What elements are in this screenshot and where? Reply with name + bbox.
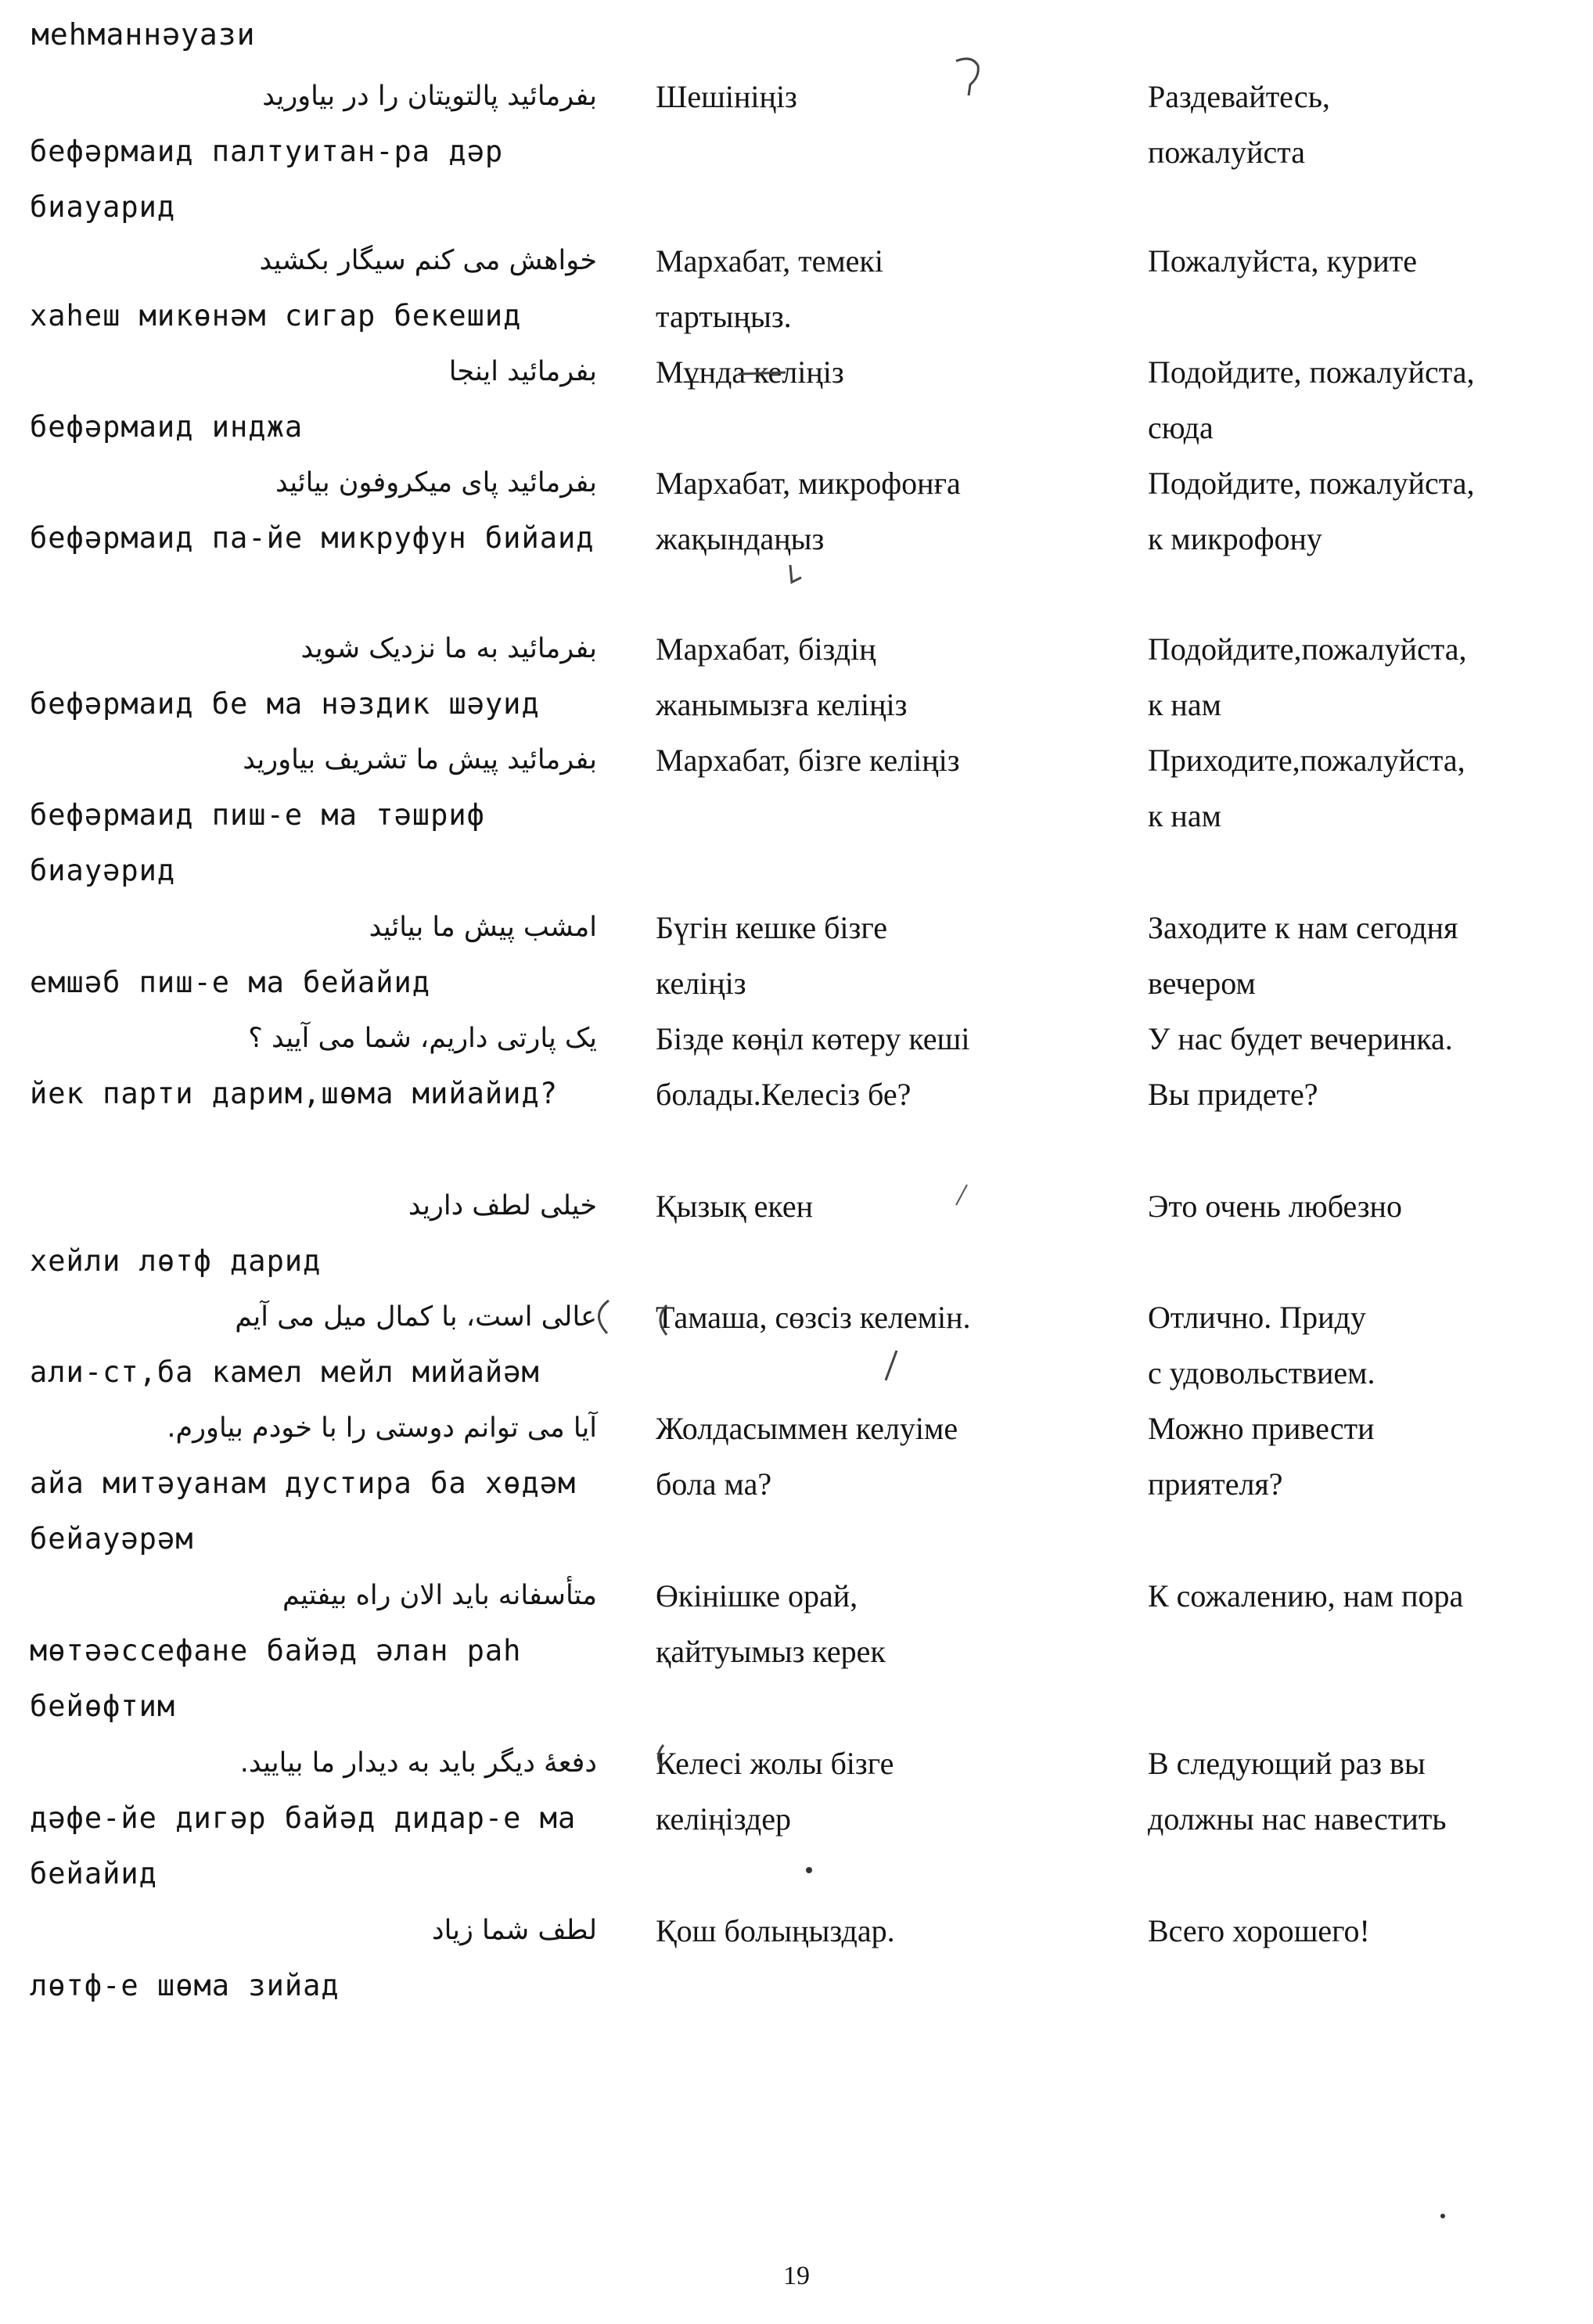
kazakh-line: Мұнда келіңіз (656, 354, 844, 390)
kazakh-line: Қызық екен (656, 1189, 814, 1224)
kazakh-line: Бүгін кешке бізге (656, 910, 887, 945)
persian-text: بفرمائید پای میکروفون بیائید (275, 467, 597, 498)
section-heading: меhманнәуази (31, 17, 256, 52)
transliteration: емшәб пиш-е ма бейайид (30, 966, 431, 999)
persian-column (30, 1178, 597, 1289)
kazakh-column (656, 233, 1078, 344)
transliteration: дәфе-йе дигәр байәд дидар-е ма бейайид (30, 1801, 595, 1890)
persian-text: امشب پیش ما بیائید (369, 912, 597, 943)
persian-column (30, 1401, 597, 1567)
russian-line: Пожалуйста, курите (1148, 243, 1417, 279)
russian-line: к нам (1148, 798, 1221, 833)
persian-column (30, 621, 597, 732)
kazakh-column (656, 344, 1078, 400)
circle-scribble (599, 1301, 609, 1333)
russian-line: Подойдите, пожалуйста, (1148, 354, 1475, 390)
russian-column (1148, 233, 1586, 289)
slash-scribble-2 (886, 1351, 897, 1380)
russian-column (1148, 1903, 1586, 1959)
transliteration: бефәрмаид па-йе микруфун бийаид (30, 521, 595, 555)
page-number: 19 (783, 2261, 810, 2290)
kazakh-line: Тамаша, сөзсіз келемін. (656, 1300, 971, 1335)
transliteration: бефәрмаид инджа (30, 410, 304, 444)
russian-line: Отлично. Приду (1148, 1300, 1366, 1335)
russian-line: В следующий раз вы (1148, 1746, 1426, 1781)
russian-line: сюда (1148, 410, 1214, 445)
russian-column (1148, 621, 1586, 732)
kazakh-column (656, 1290, 1078, 1345)
persian-text: بفرمائید پیش ما تشریف بیاورید (243, 744, 597, 775)
kazakh-column (656, 1401, 1078, 1512)
russian-column (1148, 732, 1586, 844)
kazakh-column (656, 69, 1078, 124)
persian-text: بفرمائید به ما نزدیک شوید (300, 633, 597, 664)
kazakh-line: Мархабат, бізге келіңіз (656, 743, 960, 778)
persian-text: لطف شما زیاد (432, 1915, 597, 1946)
persian-column (30, 1290, 597, 1400)
transliteration: айа митәуанам дустира ба хөдәм бейауәрәм (30, 1466, 595, 1556)
russian-line: пожалуйста (1148, 135, 1305, 170)
persian-column (30, 1903, 597, 2013)
persian-text: دفعهٔ دیگر باید به دیدار ما بیایید. (239, 1747, 597, 1779)
persian-column (30, 344, 597, 455)
kazakh-line: тартыңыз. (656, 299, 792, 334)
dot-mark (1440, 2214, 1445, 2218)
tick-scribble (790, 565, 801, 582)
persian-column (30, 1736, 597, 1901)
kazakh-column (656, 732, 1078, 788)
kazakh-line: Жолдасыммен келуіме (656, 1411, 958, 1446)
russian-line: У нас будет вечеринка. (1148, 1021, 1453, 1056)
kazakh-column (656, 1568, 1078, 1679)
russian-column (1148, 1736, 1586, 1847)
transliteration: лөтф-е шөма зийад (30, 1969, 340, 2002)
kazakh-column (656, 1011, 1078, 1122)
kazakh-line: болады.Келесіз бе? (656, 1077, 912, 1112)
transliteration: али-ст,ба камел мейл мийайәм (30, 1355, 540, 1389)
kazakh-line: келіңіз (656, 966, 746, 1001)
kazakh-column (656, 1903, 1078, 1959)
russian-column (1148, 1568, 1586, 1624)
persian-text: خیلی لطف دارید (408, 1190, 597, 1221)
kazakh-line: Бізде көңіл көтеру кеші (656, 1021, 970, 1056)
kazakh-column (656, 1178, 1078, 1234)
transliteration: мөтәәссефане байәд әлан раh бейөфтим (30, 1634, 540, 1723)
russian-line: Всего хорошего! (1148, 1913, 1370, 1948)
transliteration: йек парти дарим,шөма мийайид? (30, 1077, 559, 1110)
kazakh-line: Мархабат, микрофонға (656, 466, 961, 501)
kazakh-line: жанымызға келіңіз (656, 687, 908, 722)
transliteration: хейли лөтф дарид (30, 1244, 322, 1278)
kazakh-line: жақындаңыз (656, 521, 825, 556)
russian-column (1148, 69, 1586, 180)
russian-line: Вы придете? (1148, 1077, 1318, 1112)
persian-text: آیا می توانم دوستی را با خودم بیاورم. (167, 1412, 597, 1444)
kazakh-line: Мархабат, біздің (656, 631, 876, 667)
kazakh-column (656, 900, 1078, 1011)
russian-line: Заходите к нам сегодня (1148, 910, 1458, 945)
russian-line: с удовольствием. (1148, 1355, 1375, 1390)
persian-column (30, 233, 597, 344)
russian-column (1148, 1401, 1586, 1512)
kazakh-line: келіңіздер (656, 1801, 791, 1837)
russian-column (1148, 455, 1586, 567)
russian-line: Раздевайтесь, (1148, 79, 1330, 114)
russian-line: вечером (1148, 966, 1256, 1001)
kazakh-line: Шешініңіз (656, 79, 797, 114)
persian-text: متأسفانه باید الان راه بیفتیم (282, 1580, 597, 1611)
kazakh-column (656, 621, 1078, 732)
kazakh-line: Қош болыңыздар. (656, 1913, 895, 1948)
persian-column (30, 1568, 597, 1734)
russian-line: Подойдите,пожалуйста, (1148, 631, 1467, 667)
dot-mark (806, 1867, 812, 1873)
kazakh-line: бола ма? (656, 1466, 772, 1502)
persian-column (30, 69, 597, 235)
russian-line: К сожалению, нам пора (1148, 1578, 1464, 1613)
persian-text: خواهش می کنم سیگار بکشید (259, 245, 597, 276)
russian-line: приятеля? (1148, 1466, 1283, 1502)
persian-column (30, 900, 597, 1010)
russian-line: к нам (1148, 687, 1221, 722)
russian-line: Можно привести (1148, 1411, 1375, 1446)
transliteration: бефәрмаид пиш-е ма тәшриф биауәрид (30, 798, 504, 887)
russian-line: Приходите,пожалуйста, (1148, 743, 1465, 778)
russian-line: Подойдите, пожалуйста, (1148, 466, 1475, 501)
kazakh-column (656, 455, 1078, 567)
transliteration: бефәрмаид палтуитан-ра дәр биауарид (30, 135, 522, 224)
russian-column (1148, 1011, 1586, 1122)
russian-line: должны нас навестить (1148, 1801, 1447, 1837)
persian-text: بفرمائید اینجا (448, 356, 597, 387)
persian-column (30, 1011, 597, 1121)
persian-text: یک پارتی داریم، شما می آیید ؟ (248, 1023, 597, 1054)
kazakh-column (656, 1736, 1078, 1847)
russian-line: Это очень любезно (1148, 1189, 1402, 1224)
transliteration: хаhеш микөнәм сигар бекешид (30, 299, 522, 333)
kazakh-line: Келесі жолы бізге (656, 1746, 894, 1781)
transliteration: бефәрмаид бе ма нәздик шәуид (30, 687, 540, 721)
russian-column (1148, 344, 1586, 455)
persian-text: عالی است، با کمال میل می آیم (235, 1301, 597, 1333)
russian-column (1148, 1178, 1586, 1234)
russian-column (1148, 1290, 1586, 1401)
persian-column (30, 732, 597, 898)
kazakh-line: Мархабат, темекі (656, 243, 883, 279)
kazakh-line: қайтуымыз керек (656, 1634, 886, 1669)
kazakh-line: Өкінішке орай, (656, 1578, 858, 1613)
persian-text: بفرمائید پالتویتان را در بیاورید (262, 81, 597, 112)
russian-column (1148, 900, 1586, 1011)
persian-column (30, 455, 597, 566)
russian-line: к микрофону (1148, 521, 1322, 556)
